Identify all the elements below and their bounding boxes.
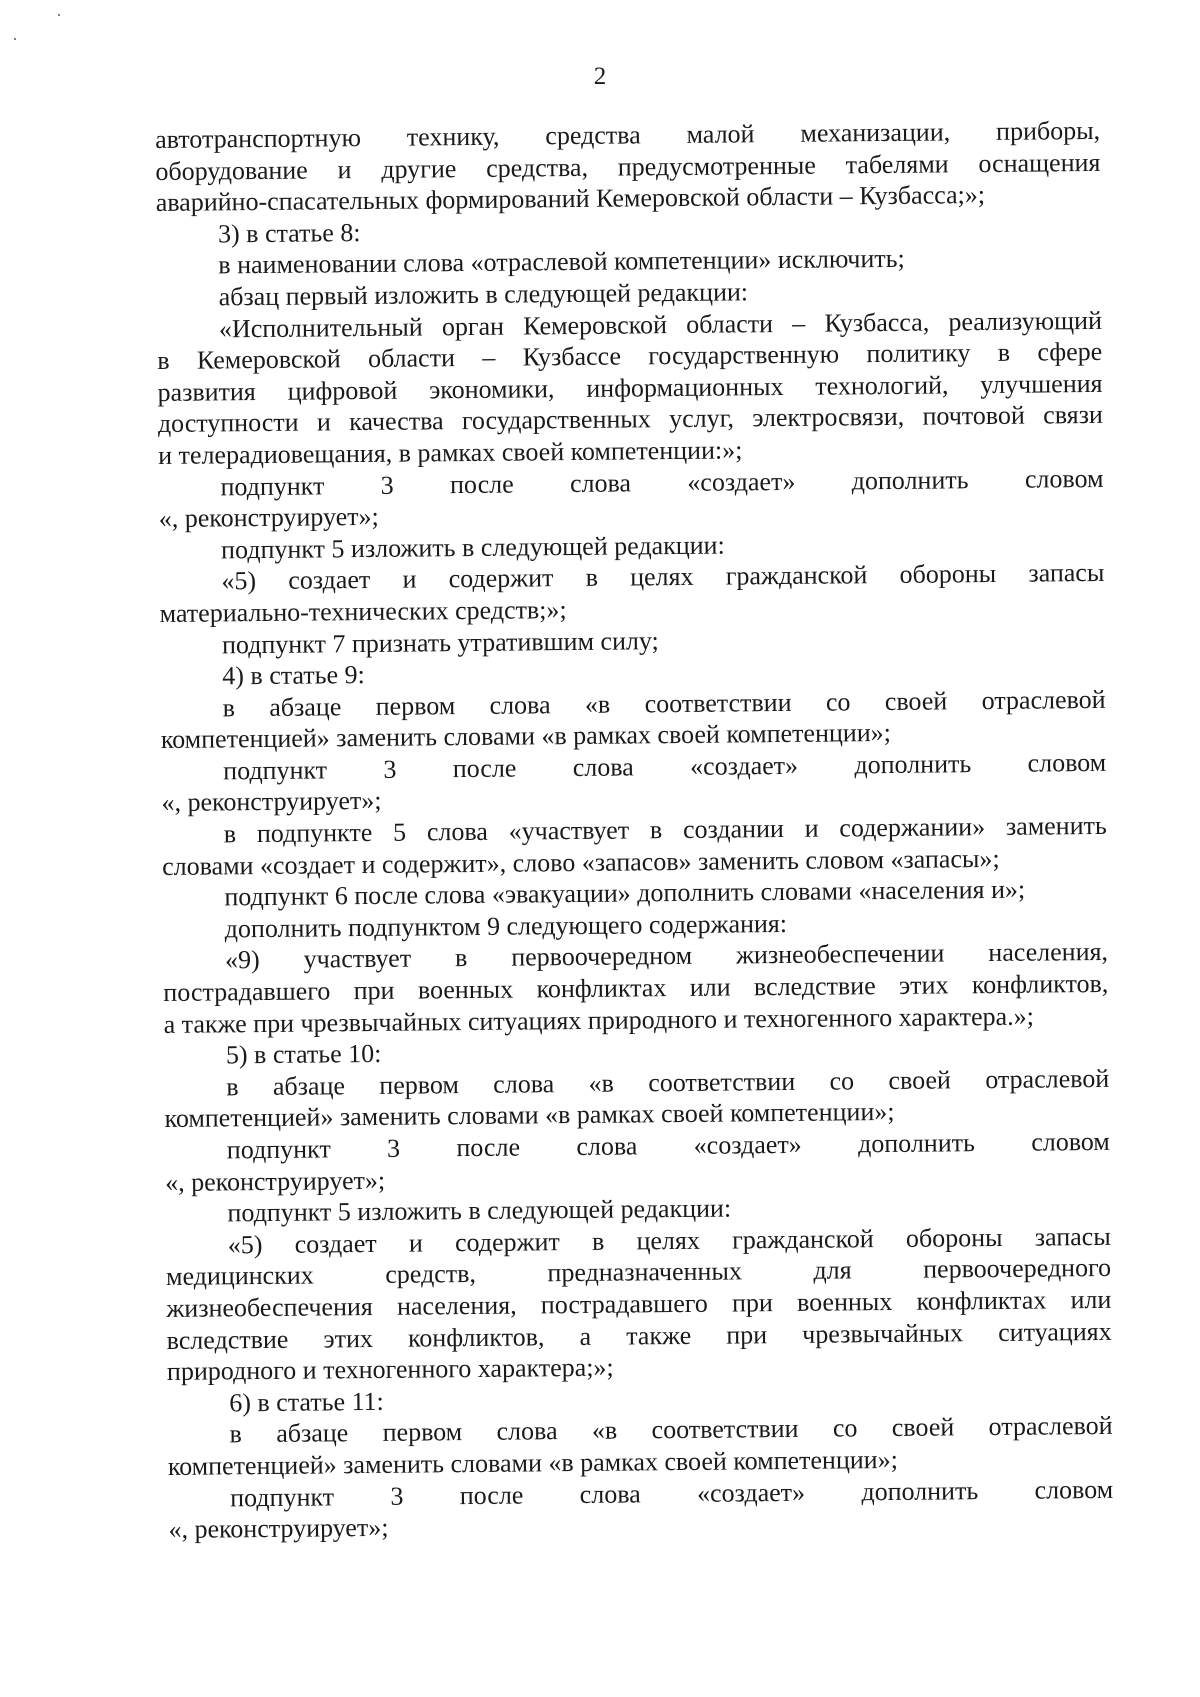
- document-line: подпункт 5 изложить в следующей редакции:: [220, 530, 725, 565]
- document-line: 6) в статье 11:: [229, 1386, 384, 1418]
- document-line: абзац первый изложить в следующей редакции:: [218, 277, 749, 312]
- document-line: природного и техногенного характера;»;: [166, 1352, 614, 1387]
- document-line: компетенцией» заменить словами «в рамках своей компетенции»;: [164, 1097, 895, 1134]
- document-line: «5) создает и содержит в целях гражданской обороны запасы: [227, 1221, 1111, 1260]
- document-line: материально-технических средств;»;: [159, 594, 567, 628]
- document-line: «, реконструирует»;: [165, 1165, 386, 1197]
- document-line: пострадавшего при военных конфликтах или вследствие этих конфликтов,: [163, 968, 1109, 1007]
- document-line: «Исполнительный орган Кемеровской области – Кузбасса, реализующий: [218, 305, 1103, 343]
- document-body: [155, 115, 1114, 1546]
- document-line: дополнить подпунктом 9 следующего содержания:: [224, 908, 788, 944]
- document-line: 3) в статье 8:: [217, 217, 361, 249]
- document-line: развития цифровой экономики, информационных технологий, улучшения: [157, 368, 1103, 407]
- document-line: словами «создает и содержит», слово «запасов» заменить словом «запасы»;: [161, 843, 1000, 881]
- document-line: подпункт 6 после слова «эвакуации» дополнить словами «населения и»;: [224, 874, 1026, 912]
- document-line: и телерадиовещания, в рамках своей компетенции:»;: [158, 435, 743, 470]
- document-line: «, реконструирует»;: [161, 786, 382, 818]
- document-line: 4) в статье 9:: [222, 660, 365, 691]
- document-line: 5) в статье 10:: [225, 1039, 382, 1070]
- document-line: в абзаце первом слова «в соответствии со своей отраслевой: [226, 1063, 1110, 1102]
- document-line: а также при чрезвычайных ситуациях природного и техногенного характера.»;: [163, 1001, 1034, 1039]
- document-line: оборудование и другие средства, предусмотренные табелями оснащения: [155, 147, 1101, 186]
- document-line: медицинских средств, предназначенных для первоочередного: [165, 1253, 1112, 1292]
- scan-speck: [58, 14, 60, 16]
- document-line: в абзаце первом слова «в соответствии со своей отраслевой: [222, 684, 1106, 723]
- document-line: автотранспортную технику, средства малой механизации, приборы,: [155, 115, 1101, 154]
- document-line: «9) участвует в первоочередном жизнеобеспечении населения,: [224, 937, 1109, 975]
- document-line: подпункт 3 после слова «создает» дополнить словом: [223, 747, 1107, 786]
- document-line: подпункт 3 после слова «создает» дополнить словом: [220, 463, 1104, 501]
- document-line: подпункт 5 изложить в следующей редакции:: [227, 1193, 732, 1228]
- document-line: подпункт 7 признать утратившим силу;: [221, 625, 659, 659]
- document-line: в наименовании слова «отраслевой компетенции» исключить;: [218, 244, 905, 280]
- document-line: в абзаце первом слова «в соответствии со своей отраслевой: [229, 1411, 1113, 1449]
- document-line: «, реконструирует»;: [158, 501, 379, 534]
- page-number: 2: [593, 63, 607, 90]
- document-line: аварийно-спасательных формирований Кемеровской области – Кузбасса;»;: [155, 180, 986, 218]
- document-line: компетенцией» заменить словами «в рамках своей компетенции»;: [160, 718, 892, 755]
- document-line: жизнеобеспечения населения, пострадавшего при военных конфликтах или: [166, 1284, 1112, 1323]
- scan-speck: [14, 38, 16, 40]
- document-line: вследствие этих конфликтов, а также при чрезвычайных ситуациях: [166, 1316, 1112, 1355]
- document-line: в Кемеровской области – Кузбассе государственную политику в сфере: [157, 337, 1103, 376]
- document-line: доступности и качества государственных услуг, электросвязи, почтовой связи: [157, 400, 1103, 439]
- document-line: «, реконструирует»;: [168, 1512, 389, 1545]
- document-line: в подпункте 5 слова «участвует в создании и содержании» заменить: [223, 810, 1107, 849]
- document-line: подпункт 3 после слова «создает» дополнить словом: [226, 1126, 1110, 1165]
- document-line: «5) создает и содержит в целях гражданской обороны запасы: [221, 558, 1105, 596]
- document-line: подпункт 3 после слова «создает» дополнить словом: [230, 1474, 1114, 1512]
- document-line: компетенцией» заменить словами «в рамках своей компетенции»;: [167, 1444, 898, 1481]
